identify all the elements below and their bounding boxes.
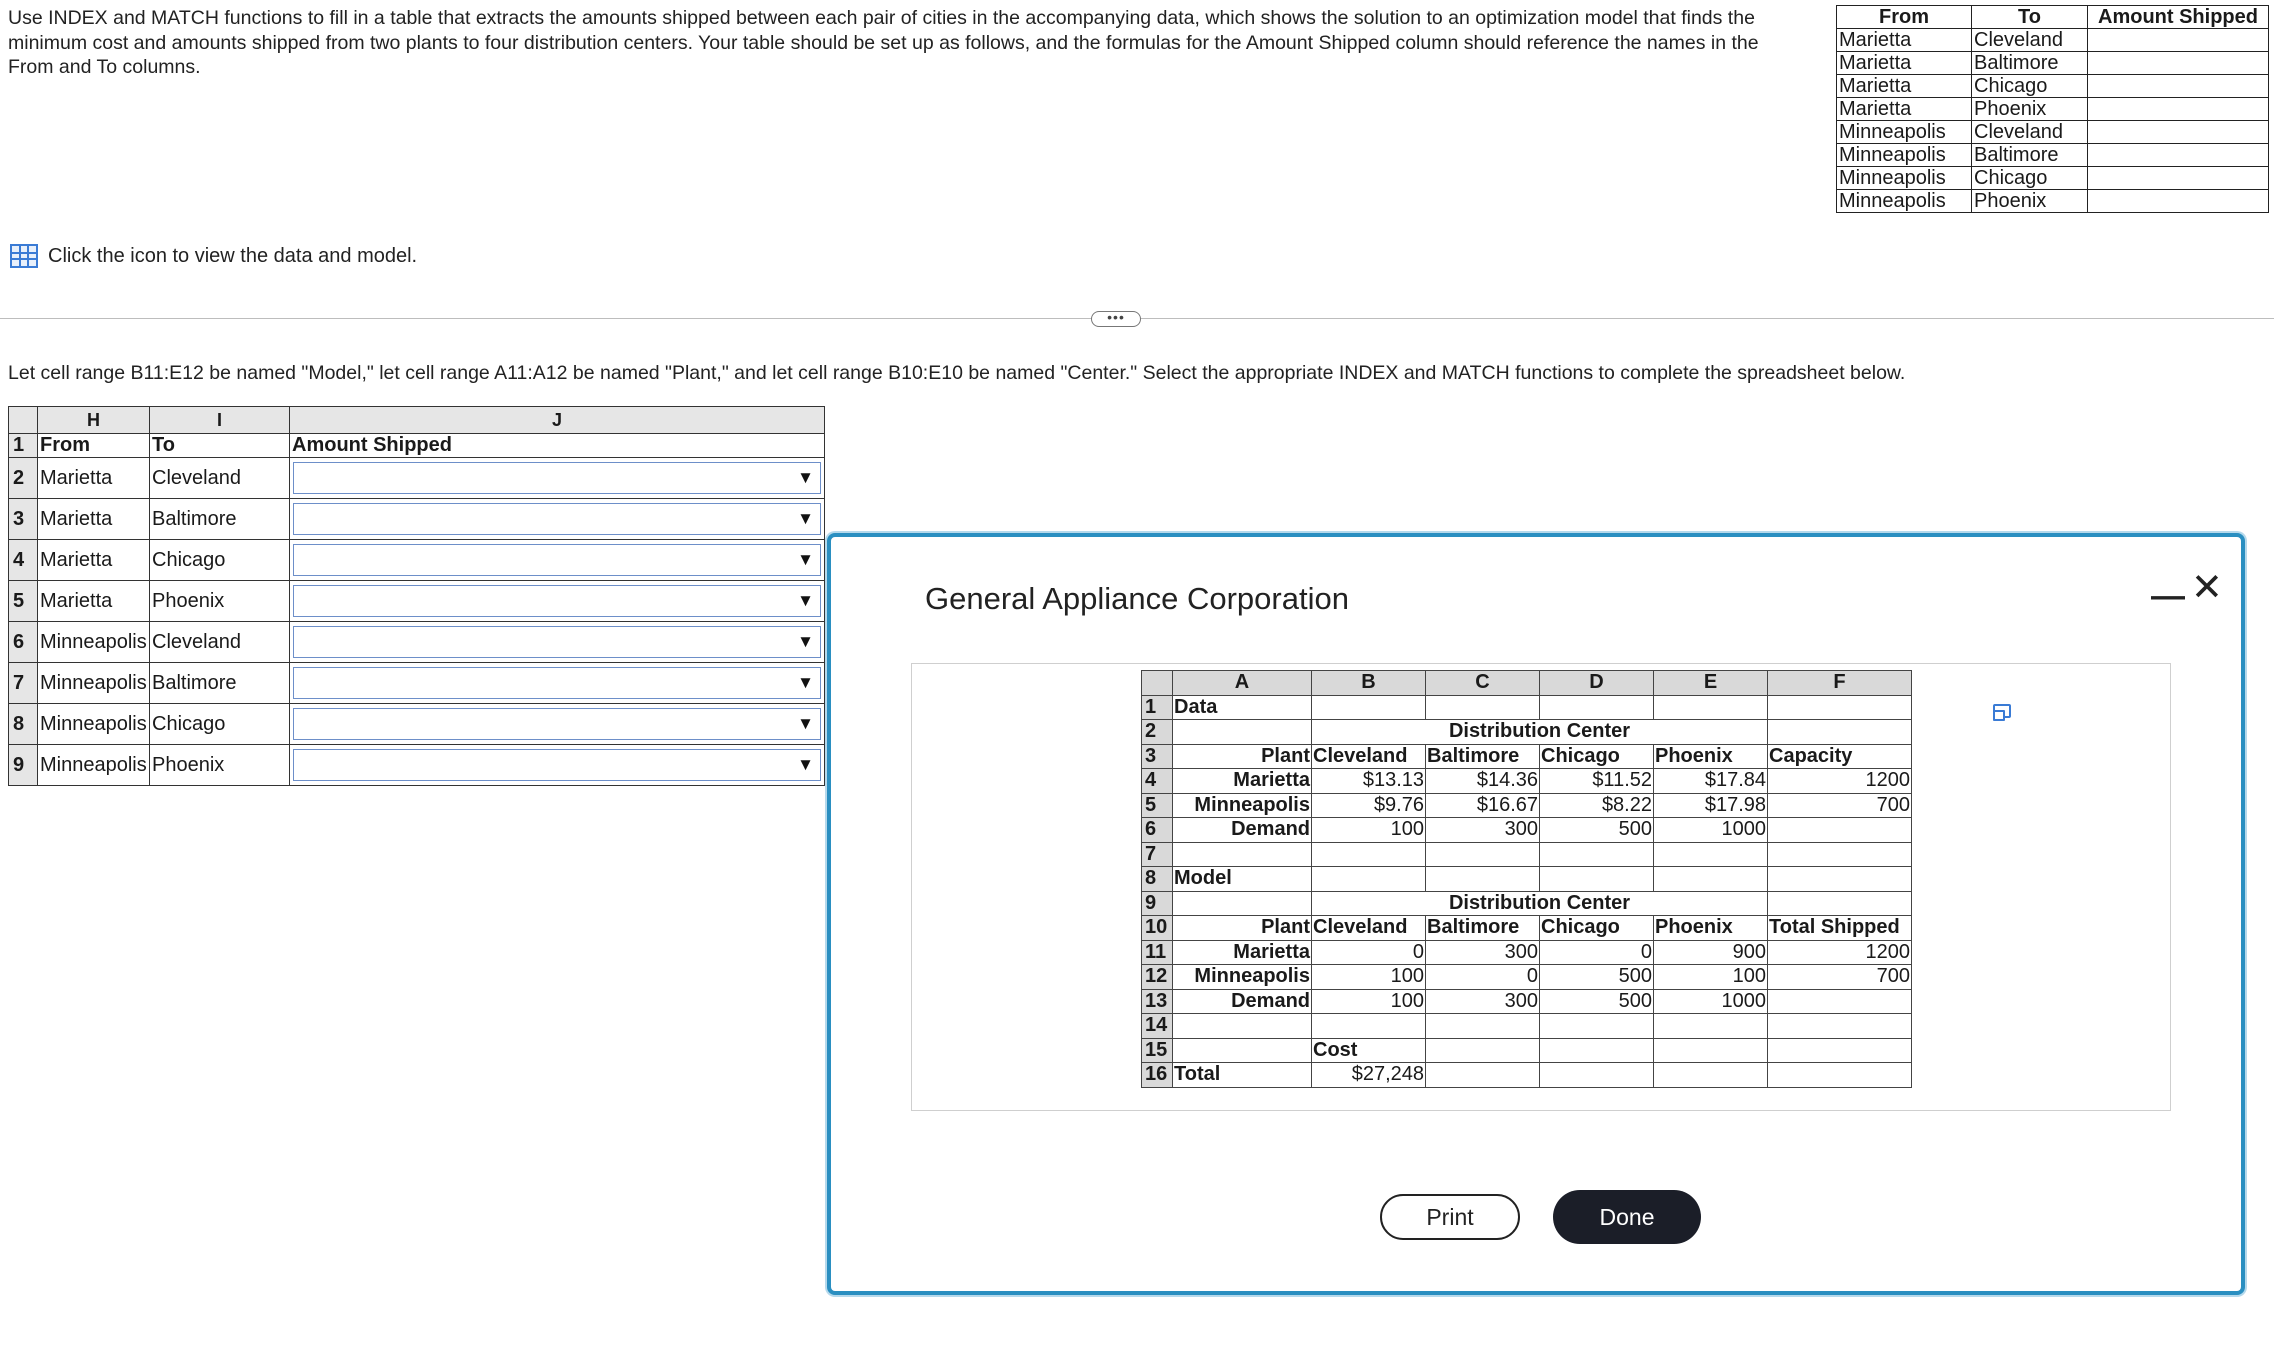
cell <box>1540 695 1654 720</box>
table-row <box>9 434 825 458</box>
cell: 500 <box>1540 989 1654 1014</box>
table-row <box>1142 1063 1912 1088</box>
ref-to-cell: Baltimore <box>1972 144 2088 167</box>
cell <box>1654 695 1768 720</box>
cell: 1200 <box>1768 940 1912 965</box>
dropdown-arrow-icon[interactable]: ▼ <box>797 550 814 569</box>
cell: Capacity <box>1768 744 1912 769</box>
row-number: 5 <box>9 581 38 622</box>
ref-from-cell: Marietta <box>1837 52 1972 75</box>
formula-dropdown[interactable] <box>293 708 821 740</box>
cell: 100 <box>1312 989 1426 1014</box>
cell: Baltimore <box>1426 744 1540 769</box>
ref-amount-cell <box>2088 29 2269 52</box>
table-row <box>1837 29 2269 52</box>
formula-dropdown[interactable] <box>293 544 821 576</box>
row-number: 5 <box>1142 793 1173 818</box>
formula-dropdown[interactable] <box>293 503 821 535</box>
cell <box>1426 867 1540 892</box>
cell: Marietta <box>1173 940 1312 965</box>
section-header: Distribution Center <box>1312 891 1768 916</box>
row-number: 13 <box>1142 989 1173 1014</box>
cell: 900 <box>1654 940 1768 965</box>
table-row <box>1837 121 2269 144</box>
to-cell: Chicago <box>150 704 290 745</box>
data-modal <box>827 533 2245 1295</box>
from-cell: Minneapolis <box>38 704 150 745</box>
ref-header-amount: Amount Shipped <box>2088 6 2269 29</box>
from-cell: Minneapolis <box>38 663 150 704</box>
to-header: To <box>150 434 290 458</box>
formula-dropdown[interactable] <box>293 462 821 494</box>
cell: $14.36 <box>1426 769 1540 794</box>
cell <box>1173 891 1312 916</box>
table-row <box>1142 842 1912 867</box>
row-number: 3 <box>1142 744 1173 769</box>
ref-to-cell: Chicago <box>1972 75 2088 98</box>
cell <box>1540 1038 1654 1063</box>
cell: $16.67 <box>1426 793 1540 818</box>
row-number: 4 <box>1142 769 1173 794</box>
table-row <box>9 745 825 786</box>
table-row <box>1142 744 1912 769</box>
cell: 300 <box>1426 818 1540 843</box>
cell: 0 <box>1312 940 1426 965</box>
dropdown-arrow-icon[interactable]: ▼ <box>797 755 814 774</box>
ref-from-cell: Marietta <box>1837 98 1972 121</box>
row-number: 1 <box>9 434 38 458</box>
cell <box>1312 867 1426 892</box>
cell <box>1426 842 1540 867</box>
ref-to-cell: Phoenix <box>1972 98 2088 121</box>
ref-from-cell: Minneapolis <box>1837 121 1972 144</box>
cell: Minneapolis <box>1173 965 1312 990</box>
cell <box>1654 842 1768 867</box>
column-header-d: D <box>1540 671 1654 696</box>
row-number: 2 <box>1142 720 1173 745</box>
column-header-b: B <box>1312 671 1426 696</box>
table-row <box>9 458 825 499</box>
table-row <box>9 622 825 663</box>
cell: 700 <box>1768 793 1912 818</box>
ref-to-cell: Cleveland <box>1972 121 2088 144</box>
cell: 500 <box>1540 818 1654 843</box>
cell <box>1312 842 1426 867</box>
formula-dropdown[interactable] <box>293 626 821 658</box>
table-row <box>1142 965 1912 990</box>
from-cell: Marietta <box>38 499 150 540</box>
ref-amount-cell <box>2088 52 2269 75</box>
row-number: 2 <box>9 458 38 499</box>
cell: Data <box>1173 695 1312 720</box>
table-row <box>9 663 825 704</box>
cell: $17.84 <box>1654 769 1768 794</box>
row-number: 8 <box>9 704 38 745</box>
row-number: 7 <box>1142 842 1173 867</box>
table-row <box>9 581 825 622</box>
formula-dropdown[interactable] <box>293 585 821 617</box>
table-row <box>9 704 825 745</box>
to-cell: Cleveland <box>150 622 290 663</box>
ref-to-cell: Baltimore <box>1972 52 2088 75</box>
column-header-row <box>1142 671 1912 696</box>
table-row <box>1142 891 1912 916</box>
cell <box>1654 867 1768 892</box>
row-number: 15 <box>1142 1038 1173 1063</box>
from-cell: Minneapolis <box>38 745 150 786</box>
cell: $13.13 <box>1312 769 1426 794</box>
spreadsheet-panel <box>911 663 2171 1111</box>
dropdown-arrow-icon[interactable]: ▼ <box>797 591 814 610</box>
ref-header-from: From <box>1837 6 1972 29</box>
cell: Baltimore <box>1426 916 1540 941</box>
cell <box>1768 818 1912 843</box>
reference-table-header <box>1837 6 2269 29</box>
dropdown-arrow-icon[interactable]: ▼ <box>797 632 814 651</box>
cell: Model <box>1173 867 1312 892</box>
table-row <box>1142 769 1912 794</box>
ref-from-cell: Minneapolis <box>1837 144 1972 167</box>
row-number: 4 <box>9 540 38 581</box>
cell <box>1426 1038 1540 1063</box>
cell <box>1768 720 1912 745</box>
ref-amount-cell <box>2088 190 2269 213</box>
cell: 1000 <box>1654 989 1768 1014</box>
corner-cell <box>9 407 38 434</box>
cell <box>1173 1014 1312 1039</box>
cell <box>1426 695 1540 720</box>
cell <box>1768 989 1912 1014</box>
table-row <box>1837 75 2269 98</box>
cell <box>1173 842 1312 867</box>
cell: Cleveland <box>1312 916 1426 941</box>
cell <box>1540 867 1654 892</box>
cell: Phoenix <box>1654 916 1768 941</box>
table-row <box>1837 167 2269 190</box>
cell: Cleveland <box>1312 744 1426 769</box>
cell <box>1768 891 1912 916</box>
to-cell: Phoenix <box>150 581 290 622</box>
minimize-icon[interactable]: — <box>2151 577 2185 615</box>
column-header-h: H <box>38 407 150 434</box>
table-row <box>1837 52 2269 75</box>
cell: $9.76 <box>1312 793 1426 818</box>
answer-spreadsheet <box>8 406 825 786</box>
cell: 1000 <box>1654 818 1768 843</box>
row-number: 12 <box>1142 965 1173 990</box>
from-cell: Marietta <box>38 581 150 622</box>
ref-from-cell: Minneapolis <box>1837 190 1972 213</box>
print-button[interactable]: Print <box>1380 1194 1520 1240</box>
formula-dropdown[interactable] <box>293 749 821 781</box>
from-header: From <box>38 434 150 458</box>
cell <box>1768 695 1912 720</box>
cell <box>1312 1014 1426 1039</box>
cell: $17.98 <box>1654 793 1768 818</box>
ref-from-cell: Marietta <box>1837 29 1972 52</box>
row-number: 3 <box>9 499 38 540</box>
column-header-i: I <box>150 407 290 434</box>
table-row <box>1142 1014 1912 1039</box>
from-cell: Marietta <box>38 458 150 499</box>
row-number: 16 <box>1142 1063 1173 1088</box>
cell: Phoenix <box>1654 744 1768 769</box>
to-cell: Phoenix <box>150 745 290 786</box>
table-row <box>1142 720 1912 745</box>
spreadsheet-icon[interactable] <box>10 244 38 268</box>
view-data-label: Click the icon to view the data and model. <box>48 244 418 267</box>
section-header: Distribution Center <box>1312 720 1768 745</box>
table-row <box>1142 989 1912 1014</box>
from-cell: Marietta <box>38 540 150 581</box>
ref-from-cell: Minneapolis <box>1837 167 1972 190</box>
cell <box>1654 1038 1768 1063</box>
row-number: 6 <box>9 622 38 663</box>
cell: 500 <box>1540 965 1654 990</box>
from-cell: Minneapolis <box>38 622 150 663</box>
cell: 100 <box>1654 965 1768 990</box>
cell <box>1768 867 1912 892</box>
reference-table <box>1836 5 2269 213</box>
dropdown-arrow-icon[interactable]: ▼ <box>797 509 814 528</box>
cell: Plant <box>1173 744 1312 769</box>
ref-to-cell: Chicago <box>1972 167 2088 190</box>
table-row <box>9 540 825 581</box>
table-row <box>1837 98 2269 121</box>
question-prompt: Use INDEX and MATCH functions to fill in a table that extracts the amounts shipped between each pair of cities in the accompanying data, which shows the solution to an optimization model that finds the minimum cost and amounts shipped from two plants to four distribution centers. Your table should be set up as follows, and the formulas for the Amount Shipped column should reference the names in the From and To columns. <box>8 7 1759 78</box>
row-number: 10 <box>1142 916 1173 941</box>
cell: 0 <box>1540 940 1654 965</box>
cell <box>1426 1014 1540 1039</box>
cell <box>1173 1038 1312 1063</box>
cell: 0 <box>1426 965 1540 990</box>
table-row <box>1837 144 2269 167</box>
ref-amount-cell <box>2088 144 2269 167</box>
to-cell: Baltimore <box>150 499 290 540</box>
cell: Total Shipped <box>1768 916 1912 941</box>
cell: Total <box>1173 1063 1312 1088</box>
cell: Plant <box>1173 916 1312 941</box>
cell: 100 <box>1312 818 1426 843</box>
column-header-row <box>9 407 825 434</box>
row-number: 9 <box>9 745 38 786</box>
table-row <box>1142 793 1912 818</box>
cell <box>1768 1014 1912 1039</box>
row-number: 14 <box>1142 1014 1173 1039</box>
cell <box>1768 1038 1912 1063</box>
cell <box>1540 1063 1654 1088</box>
table-row <box>1837 190 2269 213</box>
table-row <box>1142 916 1912 941</box>
cell: Demand <box>1173 818 1312 843</box>
cell: 1200 <box>1768 769 1912 794</box>
row-number: 7 <box>9 663 38 704</box>
ref-amount-cell <box>2088 121 2269 144</box>
table-row <box>9 499 825 540</box>
to-cell: Baltimore <box>150 663 290 704</box>
ref-amount-cell <box>2088 167 2269 190</box>
cell <box>1426 1063 1540 1088</box>
done-button[interactable]: Done <box>1553 1190 1701 1244</box>
ref-from-cell: Marietta <box>1837 75 1972 98</box>
dropdown-arrow-icon[interactable]: ▼ <box>797 714 814 733</box>
modal-title: General Appliance Corporation <box>925 581 1349 616</box>
column-header-f: F <box>1768 671 1912 696</box>
cell: $8.22 <box>1540 793 1654 818</box>
cell: $27,248 <box>1312 1063 1426 1088</box>
cell <box>1540 842 1654 867</box>
table-row <box>1142 818 1912 843</box>
cell: 300 <box>1426 989 1540 1014</box>
cell: 100 <box>1312 965 1426 990</box>
row-number: 11 <box>1142 940 1173 965</box>
cell <box>1654 1014 1768 1039</box>
cell: Chicago <box>1540 916 1654 941</box>
ref-amount-cell <box>2088 98 2269 121</box>
expand-button[interactable]: ••• <box>1091 311 1141 327</box>
row-number: 1 <box>1142 695 1173 720</box>
cell: 700 <box>1768 965 1912 990</box>
model-spreadsheet <box>1141 670 1912 1088</box>
cell <box>1768 1063 1912 1088</box>
table-row <box>1142 940 1912 965</box>
cell <box>1654 1063 1768 1088</box>
dropdown-arrow-icon[interactable]: ▼ <box>797 673 814 692</box>
to-cell: Cleveland <box>150 458 290 499</box>
column-header-c: C <box>1426 671 1540 696</box>
table-row <box>1142 1038 1912 1063</box>
view-data-link[interactable] <box>10 244 417 268</box>
cell <box>1768 842 1912 867</box>
amount-header: Amount Shipped <box>290 434 825 458</box>
ref-to-cell: Cleveland <box>1972 29 2088 52</box>
to-cell: Chicago <box>150 540 290 581</box>
close-icon[interactable]: ✕ <box>2191 567 2223 609</box>
cell: Marietta <box>1173 769 1312 794</box>
corner-cell <box>1142 671 1173 696</box>
cell: Minneapolis <box>1173 793 1312 818</box>
table-row <box>1142 867 1912 892</box>
cell: Demand <box>1173 989 1312 1014</box>
cell: Chicago <box>1540 744 1654 769</box>
ref-amount-cell <box>2088 75 2269 98</box>
column-header-e: E <box>1654 671 1768 696</box>
formula-dropdown[interactable] <box>293 667 821 699</box>
ref-header-to: To <box>1972 6 2088 29</box>
cell: 300 <box>1426 940 1540 965</box>
instruction-text: Let cell range B11:E12 be named "Model," let cell range A11:A12 be named "Plant," and let cell range B10:E10 be named "Center." Select the appropriate INDEX and MATCH functions to complete the spreadsheet below. <box>8 362 1906 384</box>
column-header-j: J <box>290 407 825 434</box>
cell: $11.52 <box>1540 769 1654 794</box>
cell <box>1312 695 1426 720</box>
ref-to-cell: Phoenix <box>1972 190 2088 213</box>
row-number: 9 <box>1142 891 1173 916</box>
dropdown-arrow-icon[interactable]: ▼ <box>797 468 814 487</box>
column-header-a: A <box>1173 671 1312 696</box>
table-row <box>1142 695 1912 720</box>
row-number: 6 <box>1142 818 1173 843</box>
cell <box>1540 1014 1654 1039</box>
cell <box>1173 720 1312 745</box>
cell: Cost <box>1312 1038 1426 1063</box>
popout-icon[interactable] <box>1993 704 2011 718</box>
row-number: 8 <box>1142 867 1173 892</box>
